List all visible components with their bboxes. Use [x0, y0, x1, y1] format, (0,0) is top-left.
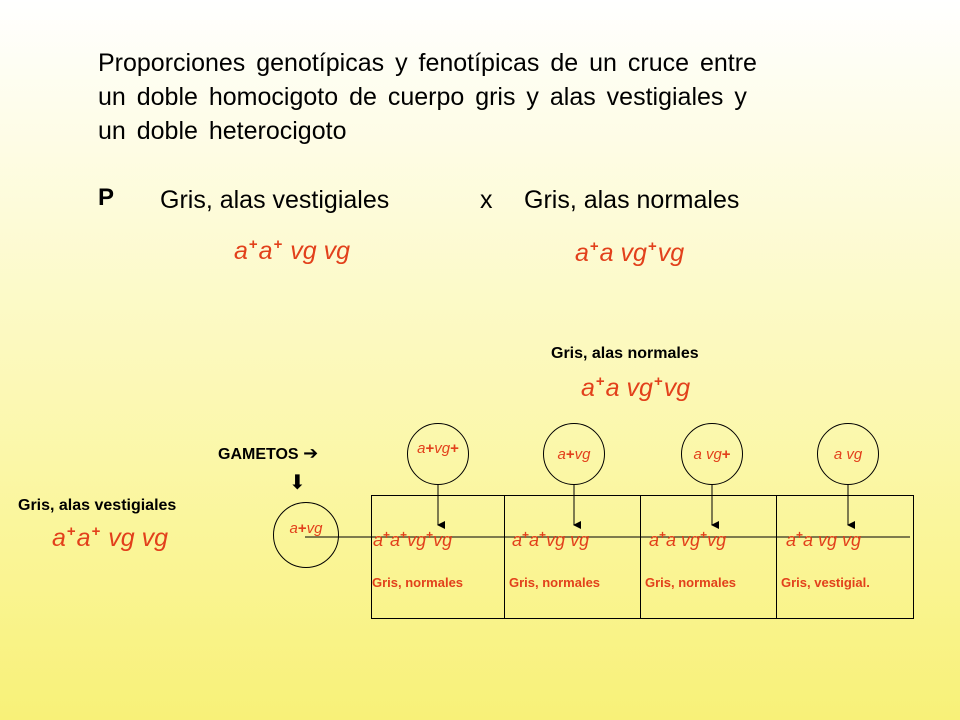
gamete-label-left: a+vg: [289, 519, 323, 537]
parental-right-phenotype: Gris, alas normales: [524, 186, 740, 214]
offspring-genotype-2: a+a+vg vg: [512, 528, 590, 550]
arrow-down-icon: ⬇: [289, 470, 306, 494]
gamete-circle-3: [681, 423, 743, 485]
gamete-circle-2: [543, 423, 605, 485]
gamete-label-2: a+vg: [557, 445, 591, 463]
gamete-circle-1: [407, 423, 469, 485]
gametos-label: GAMETOS ➔: [218, 443, 319, 464]
offspring-phenotype-2: Gris, normales: [509, 575, 601, 590]
offspring-phenotype-3: Gris, normales: [645, 575, 737, 590]
cross-sign: x: [480, 186, 493, 214]
top-parent-phenotype: Gris, alas normales: [551, 345, 699, 362]
parental-left-phenotype: Gris, alas vestigiales: [160, 186, 390, 214]
arrow-right-icon: ➔: [303, 443, 319, 464]
gamete-label-1: a+vg+: [417, 439, 459, 457]
parental-left-genotype: a+a+ vg vg: [234, 236, 351, 265]
parental-label: P: [98, 184, 115, 211]
offspring-genotype-3: a+a vg+vg: [649, 528, 727, 550]
offspring-phenotype-4: Gris, vestigial.: [781, 575, 870, 590]
gamete-label-3: a vg+: [693, 445, 731, 463]
left-parent-genotype: a+a+ vg vg: [52, 523, 169, 552]
title-line-2: un doble homocigoto de cuerpo gris y alas vestigiales y: [98, 83, 747, 111]
title-line-1: Proporciones genotípicas y fenotípicas de un cruce entre: [98, 49, 757, 77]
offspring-phenotype-1: Gris, normales: [372, 575, 464, 590]
gamete-circle-4: [817, 423, 879, 485]
title-line-3: un doble heterocigoto: [98, 117, 347, 145]
gamete-label-4: a vg: [833, 445, 863, 463]
offspring-genotype-1: a+a+vg+vg: [373, 528, 453, 550]
parental-right-genotype: a+a vg+vg: [575, 238, 685, 267]
offspring-genotype-4: a+a vg vg: [786, 528, 862, 550]
gamete-circle-left: [273, 502, 339, 568]
left-parent-phenotype: Gris, alas vestigiales: [18, 497, 177, 514]
top-parent-genotype: a+a vg+vg: [581, 373, 691, 402]
